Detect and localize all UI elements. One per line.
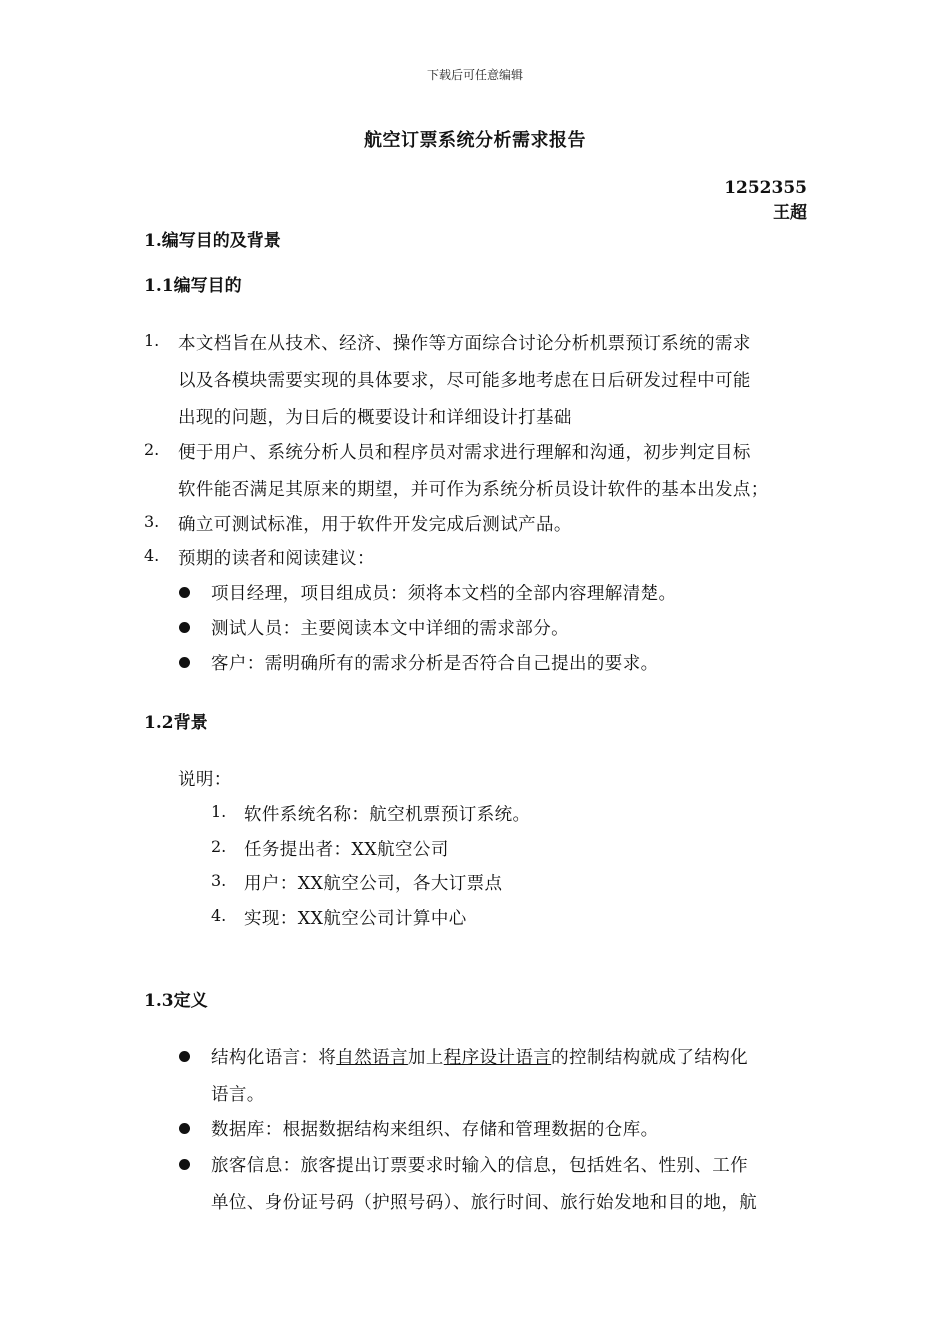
- bullet-icon: [179, 1159, 190, 1170]
- definition-text: 结构化语言：将: [211, 1048, 337, 1068]
- background-item: 任务提出者：XX航空公司: [244, 840, 449, 860]
- list-number: 4.: [144, 546, 160, 565]
- bullet-item: 项目经理，项目组成员：须将本文档的全部内容理解清楚。: [211, 584, 677, 604]
- bullet-item: 测试人员：主要阅读本文中详细的需求部分。: [211, 619, 569, 639]
- definition-database: 数据库：根据数据结构来组织、存储和管理数据的仓库。: [211, 1120, 659, 1140]
- list-number: 4.: [211, 906, 227, 925]
- list-number: 2.: [211, 837, 227, 856]
- author-name: 王超: [773, 203, 807, 223]
- list-item-line: 出现的问题，为日后的概要设计和详细设计打基础: [178, 408, 572, 428]
- natural-language-link[interactable]: 自然语言: [336, 1048, 408, 1068]
- bullet-icon: [179, 657, 190, 668]
- definition-text: 加上: [407, 1048, 444, 1068]
- bullet-icon: [179, 1051, 190, 1062]
- definition-line: 单位、身份证号码（护照号码）、旅行时间、旅行始发地和目的地，航: [211, 1193, 758, 1213]
- list-number: 2.: [144, 440, 160, 459]
- list-number: 1.: [144, 331, 160, 350]
- author-id: 1252355: [724, 178, 807, 198]
- list-item-line: 本文档旨在从技术、经济、操作等方面综合讨论分析机票预订系统的需求: [178, 334, 751, 354]
- section-1-heading: 1.编写目的及背景: [144, 231, 281, 251]
- section-1-1-heading: 1.1编写目的: [144, 276, 242, 296]
- list-item-line: 预期的读者和阅读建议：: [178, 549, 375, 569]
- bullet-item: 客户：需明确所有的需求分析是否符合自己提出的要求。: [211, 654, 659, 674]
- list-number: 1.: [211, 802, 227, 821]
- bullet-icon: [179, 587, 190, 598]
- background-item: 实现：XX航空公司计算中心: [244, 909, 467, 929]
- definition-text: 的控制结构就成了结构化: [551, 1048, 749, 1068]
- section-1-2-heading: 1.2背景: [144, 713, 208, 733]
- bullet-icon: [179, 1123, 190, 1134]
- definition-passenger-info: 旅客信息：旅客提出订票要求时输入的信息，包括姓名、性别、工作: [211, 1156, 748, 1176]
- header-note: 下载后可任意编辑: [426, 68, 523, 82]
- list-number: 3.: [144, 512, 160, 531]
- background-item: 软件系统名称：航空机票预订系统。: [244, 805, 531, 825]
- bullet-icon: [179, 622, 190, 633]
- programming-language-link[interactable]: 程序设计语言: [443, 1048, 552, 1068]
- list-item-line: 确立可测试标准，用于软件开发完成后测试产品。: [178, 515, 572, 535]
- document-title: 航空订票系统分析需求报告: [364, 130, 586, 151]
- list-item-line: 以及各模块需要实现的具体要求，尽可能多地考虑在日后研发过程中可能: [178, 371, 751, 391]
- definition-structured-language: [211, 1044, 748, 1069]
- list-number: 3.: [211, 871, 227, 890]
- background-intro: 说明：: [178, 770, 232, 790]
- background-item: 用户：XX航空公司，各大订票点: [244, 874, 503, 894]
- definition-line: 语言。: [211, 1085, 265, 1105]
- list-item-line: 软件能否满足其原来的期望，并可作为系统分析员设计软件的基本出发点；: [178, 480, 769, 500]
- section-1-3-heading: 1.3定义: [144, 991, 208, 1011]
- list-item-line: 便于用户、系统分析人员和程序员对需求进行理解和沟通，初步判定目标: [178, 443, 751, 463]
- author-block: [724, 176, 807, 226]
